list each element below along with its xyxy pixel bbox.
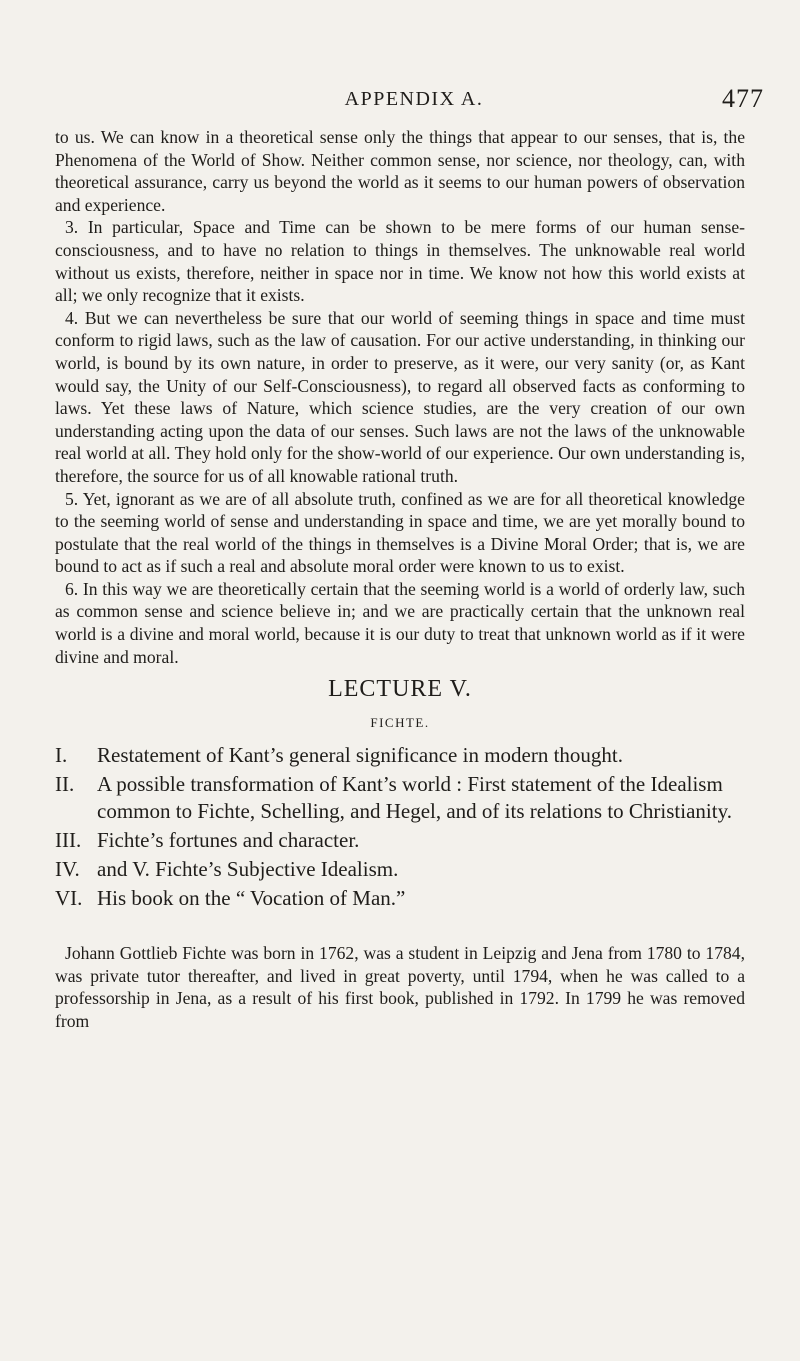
page-number: 477 [722, 84, 764, 113]
syllabus-item-number: VI. [55, 886, 83, 911]
syllabus-list [55, 742, 745, 912]
syllabus-item-text: and V. Fichte’s Subjective Idealism. [97, 857, 399, 882]
syllabus-item [55, 771, 745, 825]
syllabus-item-number: II. [55, 772, 75, 797]
paragraph-6: 6. In this way we are theoretically certain that the seeming world is a world of orderly law, such as common sense and science believe in; and we are practically certain that the unknown real world is a divine and moral world, because it is our duty to treat that unknown world as if it were divine and moral. [55, 578, 745, 667]
paragraph-3: 3. In particular, Space and Time can be shown to be mere forms of our human sense-consciousness, and to have no relation to things in themselves. The unknowable real world without us exists, therefore, neither in space nor in time. We know not how this world exists at all; we only recognize that it exists. [55, 217, 745, 306]
syllabus-item-text: Fichte’s fortunes and character. [97, 828, 360, 853]
syllabus-item-text: Restatement of Kant’s general significance in modern thought. [97, 743, 624, 768]
syllabus-item-text: A possible transformation of Kant’s world : First statement of the Idealism common to Fichte, Schelling, and Hegel, and of its relations to Christianity. [97, 772, 732, 824]
closing-paragraph: Johann Gottlieb Fichte was born in 1762, was a student in Leipzig and Jena from 1780 to 1784, was private tutor thereafter, and lived in great poverty, until 1794, when he was called to a professorship in Jena, as a result of his first book, published in 1792. In 1799 he was removed from [55, 943, 745, 1032]
running-head [52, 84, 776, 118]
syllabus-item-number: III. [55, 828, 82, 853]
page-body [55, 126, 745, 1033]
paragraph-continuation: to us. We can know in a theoretical sense only the things that appear to our senses, that is, the Phenomena of the World of Show. Neither common sense, nor science, nor theology, can, with theoretical assurance, carry us beyond the world as it seems to our human powers of observation and experience. [55, 127, 745, 215]
lecture-heading: LECTURE V. [328, 676, 472, 703]
paragraph-4: 4. But we can nevertheless be sure that our world of seeming things in space and time must conform to rigid laws, such as the law of causation. For our active understanding, in thinking our world, is bound by its own nature, in order to preserve, as it were, our very sanity (or, as Kant would say, the Unity of our Self-Consciousness), to regard all observed facts as conforming to laws. Yet these laws of Nature, which science studies, are the very creation of our own understanding acting upon the data of our senses. Such laws are not the laws of the unknowable real world at all. They hold only for the show-world of our experience. Our own understanding is, therefore, the source for us of all knowable rational truth. [55, 307, 745, 486]
syllabus-item-text: His book on the “ Vocation of Man.” [97, 886, 406, 911]
syllabus-item-number: I. [55, 743, 68, 768]
lecture-subject: FICHTE. [370, 715, 430, 731]
syllabus-item [55, 827, 745, 854]
syllabus-item [55, 742, 745, 769]
paragraph-5: 5. Yet, ignorant as we are of all absolute truth, confined as we are for all theoretical knowledge to the seeming world of sense and understanding in space and time, we are yet morally bound to postulate that the real world of the things in themselves is a Divine Moral Order; that is, we are bound to act as if such a real and absolute moral order were known to us to exist. [55, 488, 745, 577]
syllabus-item-number: IV. [55, 857, 80, 882]
syllabus-item [55, 885, 745, 912]
syllabus-item [55, 856, 745, 883]
running-head-title: APPENDIX A. [344, 88, 484, 110]
